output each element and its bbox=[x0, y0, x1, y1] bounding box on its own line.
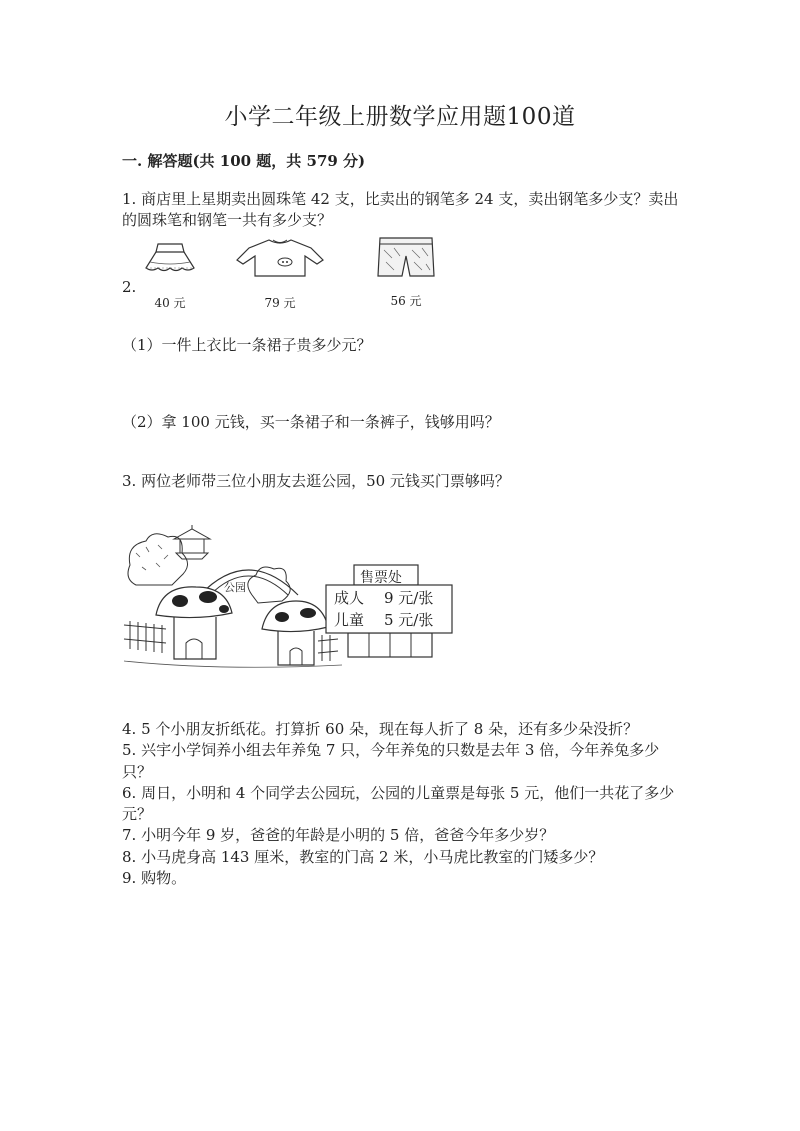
question-2-part-2: （2）拿 100 元钱，买一条裙子和一条裤子，钱够用吗？ bbox=[122, 413, 500, 431]
shirt-price: 79 元 bbox=[264, 296, 296, 310]
question-5: 5. 兴宇小学饲养小组去年养兔 7 只，今年养兔的只数是去年 3 倍，今年养兔多少只？ bbox=[122, 741, 660, 781]
park-illustration bbox=[122, 525, 462, 675]
shirt-illustration bbox=[235, 236, 325, 278]
skirt-illustration bbox=[140, 236, 200, 278]
question-8: 8. 小马虎身高 143 厘米，教室的门高 2 米，小马虎比教室的门矮多少？ bbox=[122, 847, 604, 866]
question-7: 7. 小明今年 9 岁，爸爸的年龄是小明的 5 倍，爸爸今年多少岁？ bbox=[122, 826, 555, 845]
page-title: 小学二年级上册数学应用题100道 bbox=[224, 104, 576, 130]
pants-illustration bbox=[372, 234, 440, 280]
pants-price: 56 元 bbox=[390, 294, 422, 308]
adult-price: 9 元/张 bbox=[384, 589, 434, 607]
park-arch-label: 公园 bbox=[224, 581, 246, 594]
question-2-number: 2. bbox=[122, 278, 137, 296]
section-heading: 一. 解答题(共 100 题，共 579 分) bbox=[122, 152, 366, 170]
question-4: 4. 5 个小朋友折纸花。打算折 60 朵，现在每人折了 8 朵，还有多少朵没折？ bbox=[122, 720, 639, 738]
question-3: 3. 两位老师带三位小朋友去逛公园，50 元钱买门票够吗？ bbox=[122, 472, 510, 490]
question-2-part-1: （1）一件上衣比一条裙子贵多少元？ bbox=[122, 336, 372, 354]
question-1: 1. 商店里上星期卖出圆珠笔 42 支，比卖出的钢笔多 24 支，卖出钢笔多少支？卖出的圆珠笔和钢笔一共有多少支？ bbox=[122, 190, 679, 229]
skirt-item bbox=[140, 236, 200, 311]
adult-label: 成人 bbox=[334, 589, 365, 607]
shirt-item bbox=[235, 236, 325, 311]
question-9: 9. 购物。 bbox=[122, 869, 187, 888]
question-list bbox=[122, 719, 682, 889]
ticket-office-sign: 售票处 bbox=[360, 570, 402, 586]
pants-item bbox=[372, 234, 440, 309]
child-label: 儿童 bbox=[334, 611, 365, 629]
question-6: 6. 周日，小明和 4 个同学去公园玩，公园的儿童票是每张 5 元，他们一共花了多少元？ bbox=[122, 783, 675, 824]
child-price: 5 元/张 bbox=[384, 611, 434, 629]
skirt-price: 40 元 bbox=[154, 296, 186, 310]
